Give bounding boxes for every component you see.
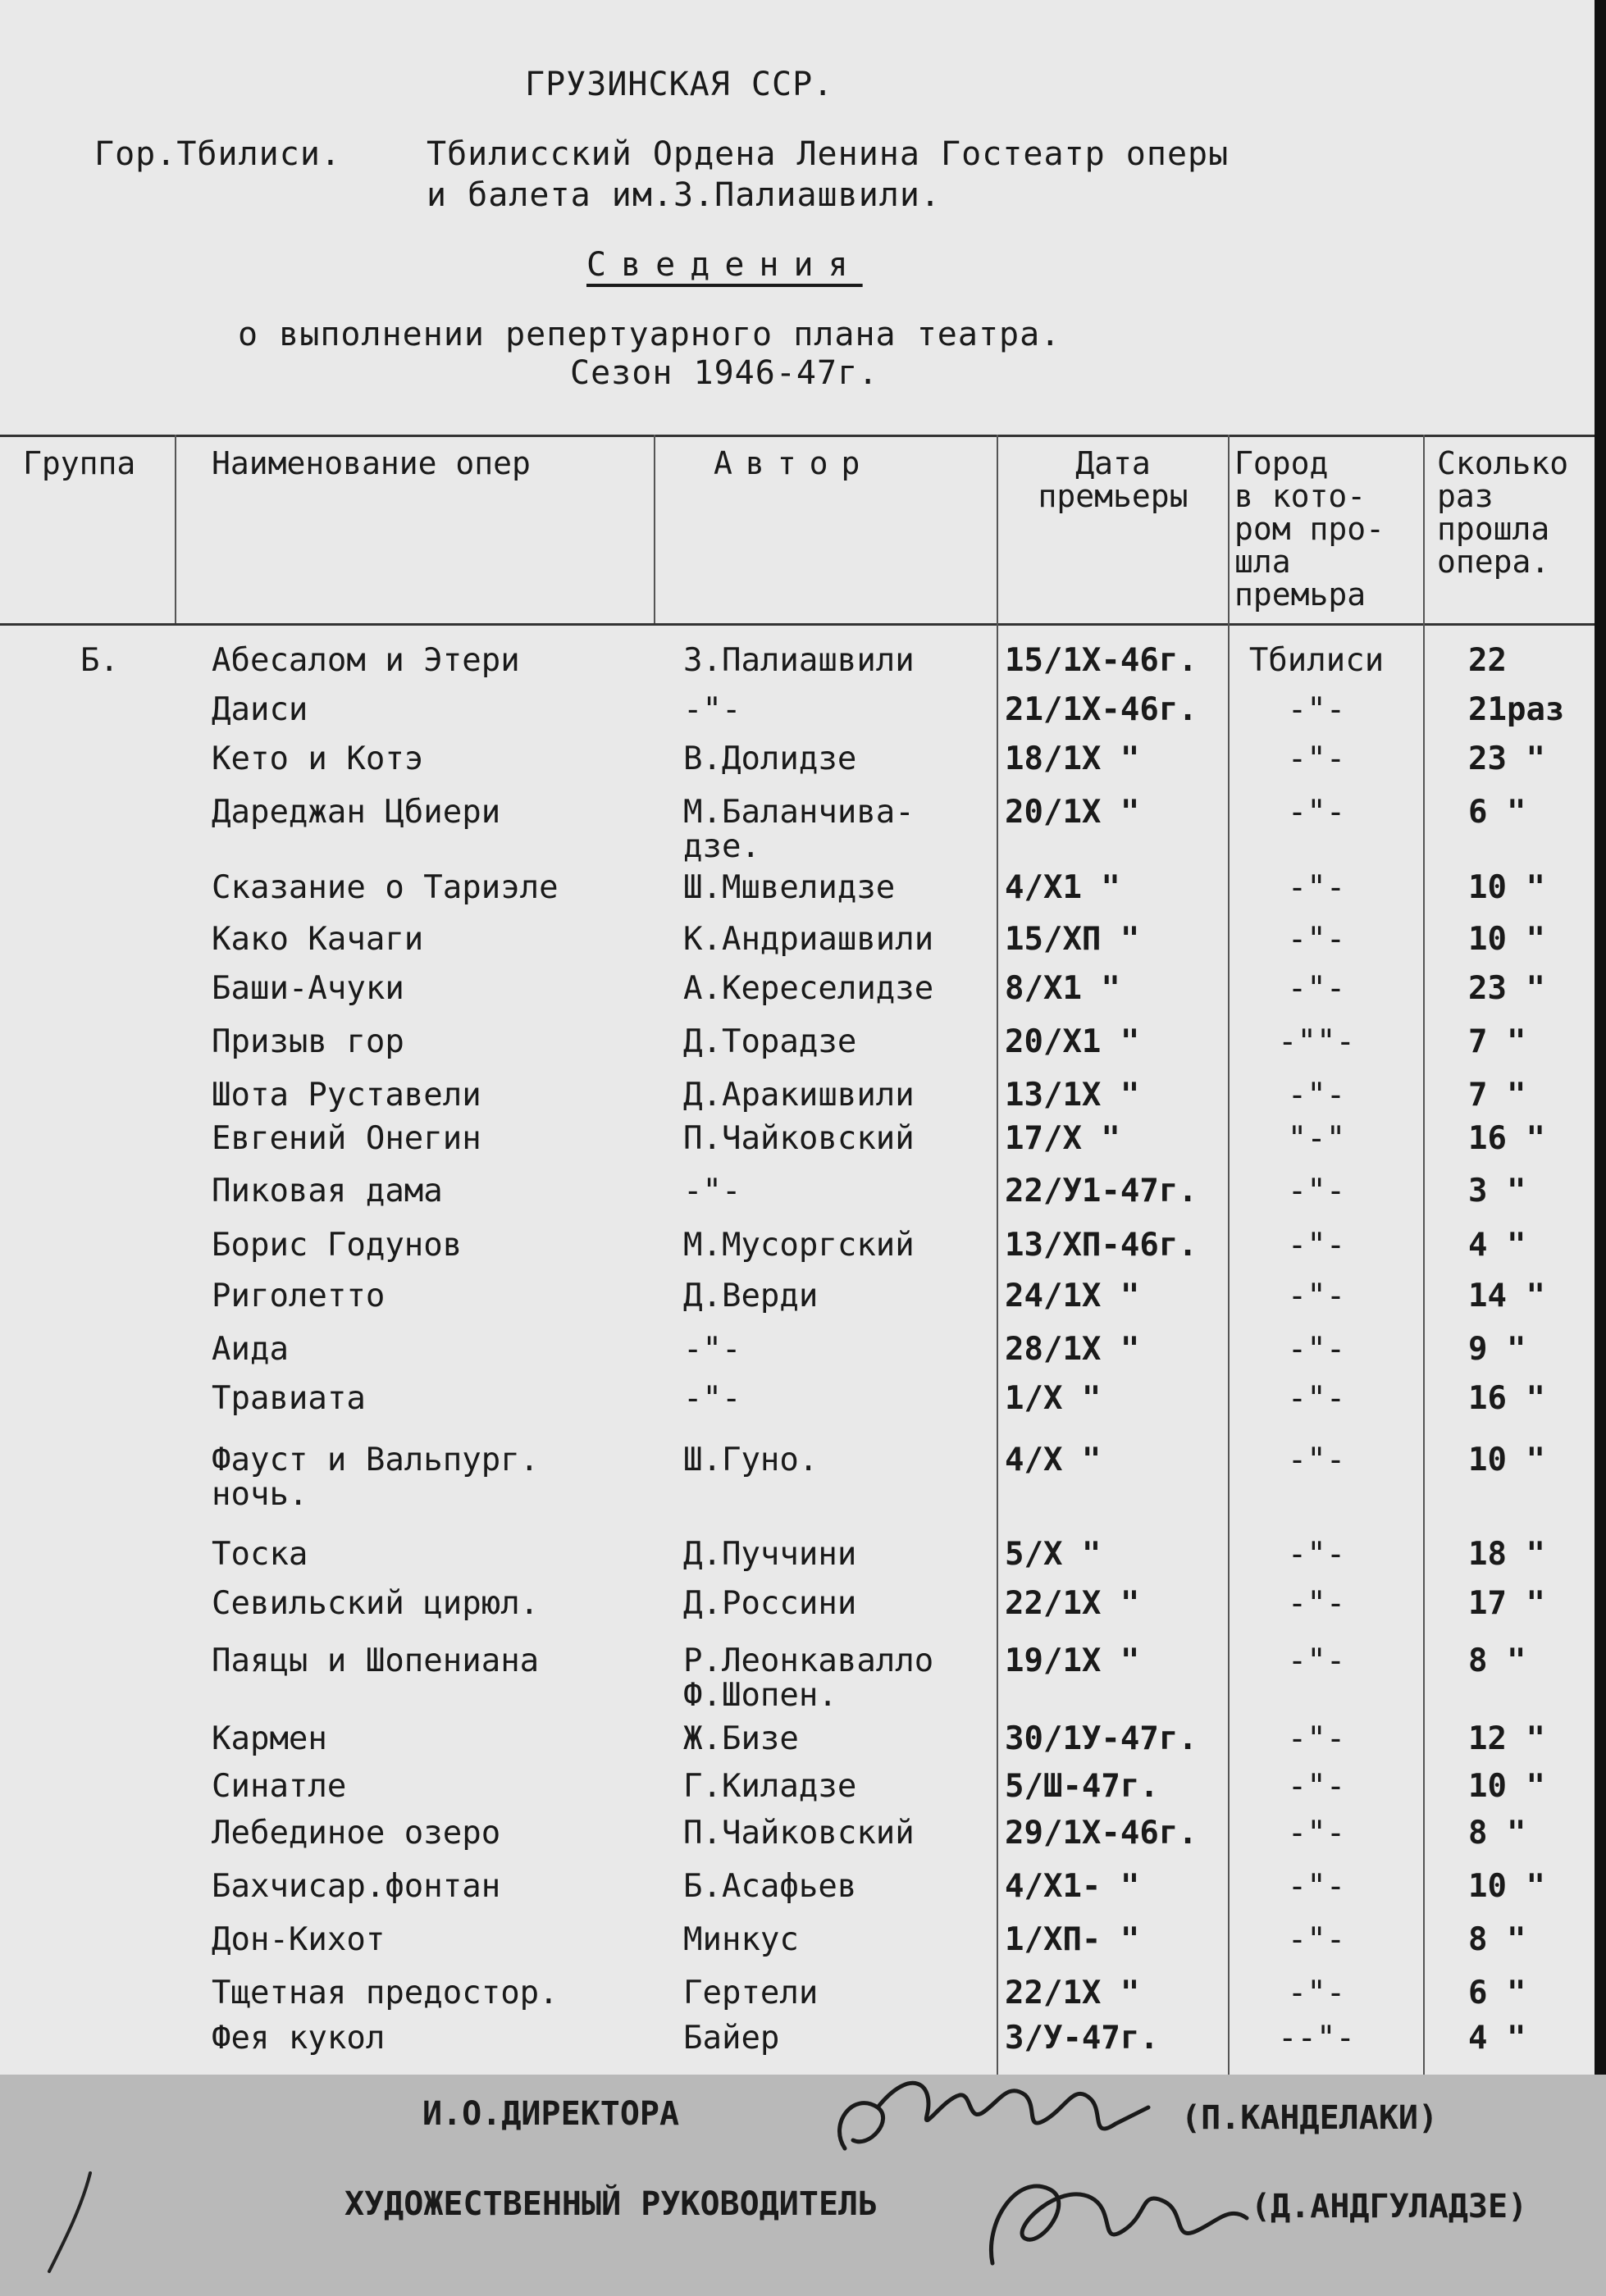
author-cell: Ш.Гуно. xyxy=(683,1442,819,1478)
premiere-date-cell: 13/ХП-46г. xyxy=(1005,1227,1198,1264)
author-cell: Д.Аракишвили xyxy=(683,1077,915,1114)
performance-count-cell: 10 " xyxy=(1468,1768,1545,1805)
opera-name-cell: Кармен xyxy=(212,1720,327,1757)
performance-count-cell: 22 xyxy=(1468,642,1507,679)
premiere-city-cell: -"- xyxy=(1287,1536,1346,1573)
premiere-city-cell: --"- xyxy=(1278,2020,1355,2057)
col-header-group: Группа xyxy=(23,445,136,481)
opera-name-cell: Фауст и Вальпург. ночь. xyxy=(212,1442,540,1513)
author-cell: Г.Киладзе xyxy=(683,1768,857,1805)
premiere-date-cell: 28/1Х " xyxy=(1005,1331,1140,1368)
document-title: Сведения xyxy=(586,246,863,284)
premiere-date-cell: 21/1Х-46г. xyxy=(1005,691,1198,728)
performance-count-cell: 8 " xyxy=(1468,1815,1526,1852)
director-name: (П.КАНДЕЛАКИ) xyxy=(1181,2099,1439,2137)
performance-count-cell: 14 " xyxy=(1468,1278,1545,1314)
opera-name-cell: Бахчисар.фонтан xyxy=(212,1868,501,1905)
director-label: И.О.ДИРЕКТОРА xyxy=(422,2095,680,2133)
opera-name-cell: Лебединое озеро xyxy=(212,1815,501,1852)
opera-name-cell: Дареджан Цбиери xyxy=(212,794,501,831)
premiere-date-cell: 19/1Х " xyxy=(1005,1642,1140,1679)
premiere-date-cell: 4/Х " xyxy=(1005,1442,1102,1478)
opera-name-cell: Сказание о Тариэле xyxy=(212,869,559,906)
opera-name-cell: Евгений Онегин xyxy=(212,1120,481,1157)
premiere-date-cell: 13/1Х " xyxy=(1005,1077,1140,1114)
premiere-city-cell: -""- xyxy=(1278,1023,1355,1060)
premiere-city-cell: -"- xyxy=(1287,1868,1346,1905)
col-header-name: Наименование опер xyxy=(212,445,531,481)
column-divider xyxy=(1228,435,1230,2075)
performance-count-cell: 8 " xyxy=(1468,1921,1526,1958)
author-cell: Д.Россини xyxy=(683,1585,857,1622)
opera-name-cell: Травиата xyxy=(212,1380,366,1417)
premiere-date-cell: 4/Х1- " xyxy=(1005,1868,1140,1905)
premiere-date-cell: 20/1Х " xyxy=(1005,794,1140,831)
performance-count-cell: 23 " xyxy=(1468,740,1545,777)
premiere-city-cell: -"- xyxy=(1287,1278,1346,1314)
col-header-performance-count: Сколько раз прошла опера. xyxy=(1437,445,1569,580)
performance-count-cell: 8 " xyxy=(1468,1642,1526,1679)
performance-count-cell: 10 " xyxy=(1468,1442,1545,1478)
margin-pen-mark xyxy=(33,2165,107,2280)
premiere-city-cell: -"- xyxy=(1287,1173,1346,1210)
opera-name-cell: Синатле xyxy=(212,1768,347,1805)
premiere-city-cell: -"- xyxy=(1287,1815,1346,1852)
opera-name-cell: Призыв гор xyxy=(212,1023,404,1060)
performance-count-cell: 17 " xyxy=(1468,1585,1545,1622)
author-cell: Ш.Мшвелидзе xyxy=(683,869,896,906)
author-cell: Минкус xyxy=(683,1921,799,1958)
premiere-city-cell: -"- xyxy=(1287,794,1346,831)
performance-count-cell: 16 " xyxy=(1468,1380,1545,1417)
premiere-city-cell: -"- xyxy=(1287,1585,1346,1622)
premiere-date-cell: 1/Х " xyxy=(1005,1380,1102,1417)
performance-count-cell: 12 " xyxy=(1468,1720,1545,1757)
premiere-city-cell: "-" xyxy=(1287,1120,1346,1157)
author-cell: Гертели xyxy=(683,1975,819,2011)
author-cell: П.Чайковский xyxy=(683,1815,915,1852)
premiere-city-cell: -"- xyxy=(1287,970,1346,1007)
premiere-date-cell: 15/ХП " xyxy=(1005,921,1140,958)
author-cell: М.Мусоргский xyxy=(683,1227,915,1264)
premiere-city-cell: -"- xyxy=(1287,869,1346,906)
performance-count-cell: 6 " xyxy=(1468,794,1526,831)
author-cell: Д.Пуччини xyxy=(683,1536,857,1573)
premiere-city-cell: -"- xyxy=(1287,1975,1346,2011)
table-header-rule xyxy=(0,623,1595,626)
column-divider xyxy=(175,435,176,623)
group-value: Б. xyxy=(80,642,119,679)
performance-count-cell: 4 " xyxy=(1468,2020,1526,2057)
premiere-city-cell: -"- xyxy=(1287,691,1346,728)
performance-count-cell: 23 " xyxy=(1468,970,1545,1007)
premiere-city-cell: Тбилиси xyxy=(1248,642,1385,679)
premiere-date-cell: 22/1Х " xyxy=(1005,1975,1140,2011)
opera-name-cell: Тоска xyxy=(212,1536,308,1573)
performance-count-cell: 6 " xyxy=(1468,1975,1526,2011)
premiere-city-cell: -"- xyxy=(1287,1331,1346,1368)
art-director-signature xyxy=(960,2148,1271,2280)
theatre-name-line2: и балета им.З.Палиашвили. xyxy=(427,176,942,214)
performance-count-cell: 7 " xyxy=(1468,1077,1526,1114)
performance-count-cell: 18 " xyxy=(1468,1536,1545,1573)
opera-name-cell: Пиковая дама xyxy=(212,1173,443,1210)
premiere-date-cell: 5/Х " xyxy=(1005,1536,1102,1573)
premiere-city-cell: -"- xyxy=(1287,1921,1346,1958)
table-top-rule xyxy=(0,435,1595,437)
performance-count-cell: 10 " xyxy=(1468,1868,1545,1905)
author-cell: Р.Леонкавалло Ф.Шопен. xyxy=(683,1642,934,1714)
opera-name-cell: Абесалом и Этери xyxy=(212,642,520,679)
city-label: Гор.Тбилиси. xyxy=(94,135,341,173)
season-label: Сезон 1946-47г. xyxy=(570,354,879,392)
author-cell: Д.Торадзе xyxy=(683,1023,857,1060)
author-cell: З.Палиашвили xyxy=(683,642,915,679)
performance-count-cell: 3 " xyxy=(1468,1173,1526,1210)
premiere-city-cell: -"- xyxy=(1287,921,1346,958)
republic-heading: ГРУЗИНСКАЯ ССР. xyxy=(525,66,834,103)
opera-name-cell: Тщетная предостор. xyxy=(212,1975,559,2011)
col-header-author: Автор xyxy=(714,445,874,481)
premiere-date-cell: 1/ХП- " xyxy=(1005,1921,1140,1958)
premiere-city-cell: -"- xyxy=(1287,1227,1346,1264)
author-cell: -"- xyxy=(683,1173,741,1210)
performance-count-cell: 7 " xyxy=(1468,1023,1526,1060)
author-cell: П.Чайковский xyxy=(683,1120,915,1157)
premiere-date-cell: 24/1Х " xyxy=(1005,1278,1140,1314)
premiere-date-cell: 17/Х " xyxy=(1005,1120,1120,1157)
premiere-date-cell: 18/1Х " xyxy=(1005,740,1140,777)
premiere-city-cell: -"- xyxy=(1287,1768,1346,1805)
premiere-date-cell: 8/Х1 " xyxy=(1005,970,1120,1007)
opera-name-cell: Аида xyxy=(212,1331,289,1368)
author-cell: К.Андриашвили xyxy=(683,921,934,958)
premiere-date-cell: 29/1Х-46г. xyxy=(1005,1815,1198,1852)
premiere-city-cell: -"- xyxy=(1287,1442,1346,1478)
author-cell: А.Кереселидзе xyxy=(683,970,934,1007)
performance-count-cell: 10 " xyxy=(1468,921,1545,958)
opera-name-cell: Даиси xyxy=(212,691,308,728)
performance-count-cell: 10 " xyxy=(1468,869,1545,906)
premiere-city-cell: -"- xyxy=(1287,740,1346,777)
author-cell: В.Долидзе xyxy=(683,740,857,777)
premiere-city-cell: -"- xyxy=(1287,1380,1346,1417)
opera-name-cell: Борис Годунов xyxy=(212,1227,463,1264)
performance-count-cell: 4 " xyxy=(1468,1227,1526,1264)
col-header-premiere-city: Город в кото- ром про- шла премьра xyxy=(1234,445,1385,613)
performance-count-cell: 16 " xyxy=(1468,1120,1545,1157)
author-cell: Б.Асафьев xyxy=(683,1868,857,1905)
art-director-name: (Д.АНДГУЛАДЗЕ) xyxy=(1251,2188,1528,2225)
opera-name-cell: Фея кукол xyxy=(212,2020,386,2057)
author-cell: -"- xyxy=(683,1380,741,1417)
opera-name-cell: Паяцы и Шопениана xyxy=(212,1642,540,1679)
performance-count-cell: 21раз xyxy=(1468,691,1565,728)
author-cell: Ж.Бизе xyxy=(683,1720,799,1757)
col-header-premiere-date: Дата премьеры xyxy=(1038,445,1189,514)
premiere-city-cell: -"- xyxy=(1287,1720,1346,1757)
premiere-date-cell: 3/У-47г. xyxy=(1005,2020,1159,2057)
author-cell: М.Баланчива- дзе. xyxy=(683,794,915,865)
opera-name-cell: Севильский цирюл. xyxy=(212,1585,540,1622)
premiere-city-cell: -"- xyxy=(1287,1077,1346,1114)
scan-edge xyxy=(1595,0,1606,2296)
art-director-label: ХУДОЖЕСТВЕННЫЙ РУКОВОДИТЕЛЬ xyxy=(344,2185,878,2223)
premiere-date-cell: 22/У1-47г. xyxy=(1005,1173,1198,1210)
premiere-date-cell: 4/Х1 " xyxy=(1005,869,1120,906)
author-cell: Д.Верди xyxy=(683,1278,819,1314)
premiere-date-cell: 15/1Х-46г. xyxy=(1005,642,1198,679)
premiere-date-cell: 30/1У-47г. xyxy=(1005,1720,1198,1757)
theatre-name-line1: Тбилисский Ордена Ленина Гостеатр оперы xyxy=(427,135,1230,173)
premiere-date-cell: 20/Х1 " xyxy=(1005,1023,1140,1060)
premiere-date-cell: 22/1Х " xyxy=(1005,1585,1140,1622)
opera-name-cell: Шота Руставели xyxy=(212,1077,481,1114)
column-divider xyxy=(1423,435,1425,2075)
premiere-date-cell: 5/Ш-47г. xyxy=(1005,1768,1159,1805)
opera-name-cell: Кето и Котэ xyxy=(212,740,424,777)
opera-name-cell: Како Качаги xyxy=(212,921,424,958)
column-divider xyxy=(654,435,655,623)
author-cell: Байер xyxy=(683,2020,780,2057)
premiere-city-cell: -"- xyxy=(1287,1642,1346,1679)
document-subtitle: о выполнении репертуарного плана театра. xyxy=(238,316,1061,353)
column-divider xyxy=(997,435,998,2075)
opera-name-cell: Риголетто xyxy=(212,1278,386,1314)
performance-count-cell: 9 " xyxy=(1468,1331,1526,1368)
opera-name-cell: Дон-Кихот xyxy=(212,1921,386,1958)
author-cell: -"- xyxy=(683,691,741,728)
author-cell: -"- xyxy=(683,1331,741,1368)
opera-name-cell: Баши-Ачуки xyxy=(212,970,404,1007)
